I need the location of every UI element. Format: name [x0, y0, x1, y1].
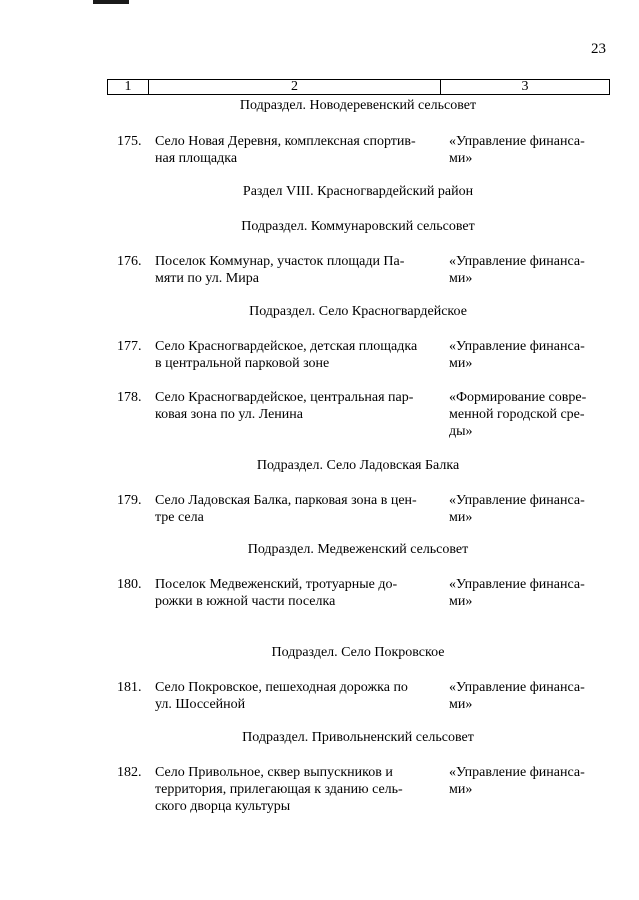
text-line: ского дворца культуры — [155, 799, 291, 814]
text-line: ул. Шоссейной — [155, 697, 246, 712]
text-line: рожки в южной части поселка — [155, 594, 336, 609]
page-number: 23 — [591, 41, 606, 57]
program-text — [449, 679, 609, 713]
row-program — [449, 764, 609, 798]
text-line: Село Красногвардейское, центральная пар- — [155, 390, 414, 405]
text-line: Поселок Коммунар, участок площади Па- — [155, 254, 405, 269]
scan-edge-mark — [93, 0, 129, 4]
description-text — [155, 576, 438, 610]
section-heading: Раздел VIII. Красногвардейский район — [242, 184, 474, 199]
table-row — [117, 764, 611, 824]
column-2-header: 2 — [149, 80, 441, 95]
subsection-heading: Подраздел. Привольненский сельсовет — [242, 730, 474, 745]
text-line: «Управление финанса- — [449, 765, 585, 780]
text-line: мяти по ул. Мира — [155, 271, 259, 286]
text-line: ды» — [449, 424, 473, 439]
row-description — [155, 389, 438, 423]
subsection-heading: Подраздел. Село Ладовская Балка — [256, 458, 460, 473]
text-line: ми» — [449, 271, 473, 286]
subsection-heading: Подраздел. Коммунаровский сельсовет — [241, 219, 475, 234]
row-program — [449, 253, 609, 287]
table-row — [117, 576, 611, 636]
column-1-header: 1 — [108, 80, 149, 95]
text-line: Село Новая Деревня, комплексная спортив- — [155, 134, 416, 149]
text-line: ми» — [449, 697, 473, 712]
text-line: в центральной парковой зоне — [155, 356, 330, 371]
row-number: 179. — [117, 493, 142, 508]
text-line: ковая зона по ул. Ленина — [155, 407, 303, 422]
row-program — [449, 389, 609, 440]
row-program — [449, 133, 609, 167]
description-text — [155, 133, 438, 167]
program-text — [449, 576, 609, 610]
row-number: 178. — [117, 390, 142, 405]
text-line: ми» — [449, 594, 473, 609]
text-line: менной городской сре- — [449, 407, 585, 422]
text-line: ми» — [449, 510, 473, 525]
row-description — [155, 253, 438, 287]
row-number: 177. — [117, 339, 142, 354]
description-text — [155, 253, 438, 287]
program-text — [449, 253, 609, 287]
text-line: Село Ладовская Балка, парковая зона в цен- — [155, 493, 417, 508]
text-line: Поселок Медвеженский, тротуарные до- — [155, 577, 398, 592]
text-line: Село Покровское, пешеходная дорожка по — [155, 680, 408, 695]
text-line: ми» — [449, 782, 473, 797]
text-line: Село Привольное, сквер выпускников и — [155, 765, 393, 780]
row-description — [155, 764, 438, 815]
row-number: 176. — [117, 254, 142, 269]
text-line: ми» — [449, 151, 473, 166]
row-description — [155, 338, 442, 372]
column-number-header — [107, 79, 610, 95]
row-description — [155, 679, 438, 713]
description-text — [155, 389, 438, 423]
row-program — [449, 679, 609, 713]
text-line: «Управление финанса- — [449, 680, 585, 695]
text-line: ми» — [449, 356, 473, 371]
text-line: территория, прилегающая к зданию сель- — [155, 782, 403, 797]
row-program — [449, 492, 609, 526]
text-line: ная площадка — [155, 151, 238, 166]
text-line: «Формирование совре- — [449, 390, 587, 405]
text-line: Село Красногвардейское, детская площадка — [155, 339, 418, 354]
program-text — [449, 389, 609, 440]
row-number: 180. — [117, 577, 142, 592]
program-text — [449, 492, 609, 526]
description-text — [155, 764, 438, 815]
program-text — [449, 133, 609, 167]
row-description — [155, 492, 442, 526]
row-description — [155, 133, 438, 167]
description-text — [155, 338, 442, 372]
text-line: «Управление финанса- — [449, 577, 585, 592]
description-text — [155, 492, 442, 526]
row-number: 175. — [117, 134, 142, 149]
row-number: 182. — [117, 765, 142, 780]
row-number: 181. — [117, 680, 142, 695]
subsection-heading: Подраздел. Новодеревенский сельсовет — [239, 98, 477, 113]
text-line: «Управление финанса- — [449, 493, 585, 508]
row-program — [449, 338, 609, 372]
text-line: тре села — [155, 510, 204, 525]
description-text — [155, 679, 438, 713]
text-line: «Управление финанса- — [449, 134, 585, 149]
program-text — [449, 764, 609, 798]
program-text — [449, 338, 609, 372]
subsection-heading: Подраздел. Село Покровское — [271, 645, 445, 660]
text-line: «Управление финанса- — [449, 254, 585, 269]
subsection-heading: Подраздел. Село Красногвардейское — [249, 304, 467, 319]
column-3-header: 3 — [441, 80, 610, 95]
row-program — [449, 576, 609, 610]
subsection-heading: Подраздел. Медвеженский сельсовет — [247, 542, 469, 557]
row-description — [155, 576, 438, 610]
table-row — [117, 389, 611, 449]
text-line: «Управление финанса- — [449, 339, 585, 354]
